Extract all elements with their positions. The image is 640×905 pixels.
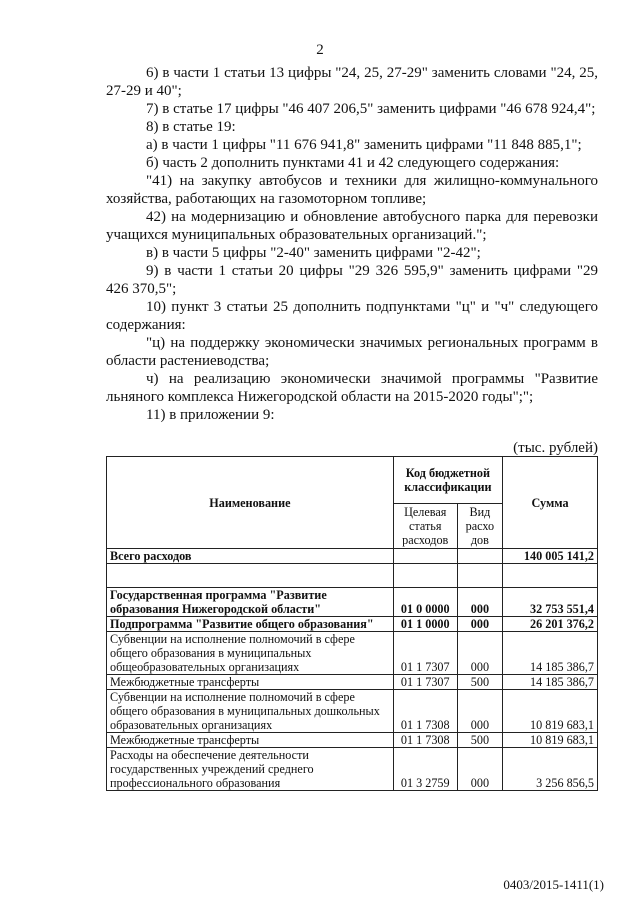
table-row: [107, 690, 598, 733]
budget-table: [106, 456, 598, 791]
row-target: 01 1 7307: [393, 675, 457, 690]
row-type: 000: [457, 632, 502, 675]
page-number: 2: [316, 42, 324, 58]
row-sum: 14 185 386,7: [503, 675, 598, 690]
table-row: [107, 588, 598, 617]
row-name: Подпрограмма "Развитие общего образования": [107, 617, 394, 632]
paragraph: а) в части 1 цифры "11 676 941,8" заменить цифрами "11 848 885,1";: [146, 137, 582, 153]
row-type: [457, 564, 502, 588]
document-code: 0403/2015-1411(1): [503, 877, 604, 892]
row-name: Субвенции на исполнение полномочий в сфере общего образования в муниципальных дошкольных образовательных организациях: [107, 690, 394, 733]
paragraph: 11) в приложении 9:: [146, 407, 275, 423]
paragraph: 10) пункт 3 статьи 25 дополнить подпунктами "ц" и "ч" следующего содержания:: [106, 299, 598, 333]
table-row: [107, 733, 598, 748]
row-target: 01 1 7307: [393, 632, 457, 675]
paragraph: 9) в части 1 статьи 20 цифры "29 326 595,9" заменить цифрами "29 426 370,5";: [106, 263, 598, 297]
row-target: 01 0 0000: [393, 588, 457, 617]
row-name: Всего расходов: [107, 549, 394, 564]
paragraph: 42) на модернизацию и обновление автобусного парка для перевозки учащихся муниципальных образовательных организаций.";: [106, 209, 598, 243]
row-target: [393, 564, 457, 588]
row-type: 000: [457, 617, 502, 632]
paragraph: в) в части 5 цифры "2-40" заменить цифрами "2-42";: [146, 245, 481, 261]
row-sum: 10 819 683,1: [503, 690, 598, 733]
row-sum: 10 819 683,1: [503, 733, 598, 748]
table-row: [107, 675, 598, 690]
row-sum: 32 753 551,4: [503, 588, 598, 617]
row-sum: 140 005 141,2: [503, 549, 598, 564]
row-type: 000: [457, 690, 502, 733]
row-name: Государственная программа "Развитие образования Нижегородской области": [107, 588, 394, 617]
row-type: 000: [457, 748, 502, 791]
row-sum: 14 185 386,7: [503, 632, 598, 675]
row-name: [107, 564, 394, 588]
paragraph: б) часть 2 дополнить пунктами 41 и 42 следующего содержания:: [146, 155, 560, 171]
row-name: Субвенции на исполнение полномочий в сфере общего образования в муниципальных общеобразовательных организациях: [107, 632, 394, 675]
row-name: Межбюджетные трансферты: [107, 733, 394, 748]
paragraph: 6) в части 1 статьи 13 цифры "24, 25, 27-29" заменить словами "24, 25, 27-29 и 40";: [106, 65, 598, 99]
amendments-text: [106, 64, 598, 424]
header-code: Код бюджетной классификации: [393, 457, 502, 504]
paragraph: "41) на закупку автобусов и техники для жилищно-коммунального хозяйства, работающих на газомоторном топливе;: [106, 173, 598, 207]
row-target: 01 3 2759: [393, 748, 457, 791]
paragraph: 7) в статье 17 цифры "46 407 206,5" заменить цифрами "46 678 924,4";: [146, 101, 596, 117]
row-name: Межбюджетные трансферты: [107, 675, 394, 690]
row-target: 01 1 7308: [393, 733, 457, 748]
row-type: [457, 549, 502, 564]
header-type: Вид расхо дов: [457, 504, 502, 549]
row-name: Расходы на обеспечение деятельности государственных учреждений среднего профессионального образования: [107, 748, 394, 791]
row-target: 01 1 0000: [393, 617, 457, 632]
table-row: [107, 748, 598, 791]
row-type: 000: [457, 588, 502, 617]
paragraph: ч) на реализацию экономически значимой программы "Развитие льняного комплекса Нижегородской области на 2015-2020 годы";";: [106, 371, 598, 405]
row-sum: 3 256 856,5: [503, 748, 598, 791]
table-body: [107, 549, 598, 791]
header-target: Целевая статья расходов: [393, 504, 457, 549]
row-target: 01 1 7308: [393, 690, 457, 733]
paragraph: 8) в статье 19:: [146, 119, 236, 135]
row-sum: 26 201 376,2: [503, 617, 598, 632]
unit-label: (тыс. рублей): [513, 440, 598, 456]
paragraph: "ц) на поддержку экономически значимых региональных программ в области растениеводства;: [106, 335, 598, 369]
table-row: [107, 549, 598, 564]
header-sum: Сумма: [503, 457, 598, 549]
table-row: [107, 564, 598, 588]
row-type: 500: [457, 675, 502, 690]
row-type: 500: [457, 733, 502, 748]
row-target: [393, 549, 457, 564]
table-row: [107, 632, 598, 675]
table-row: [107, 617, 598, 632]
header-name: Наименование: [107, 457, 394, 549]
row-sum: [503, 564, 598, 588]
